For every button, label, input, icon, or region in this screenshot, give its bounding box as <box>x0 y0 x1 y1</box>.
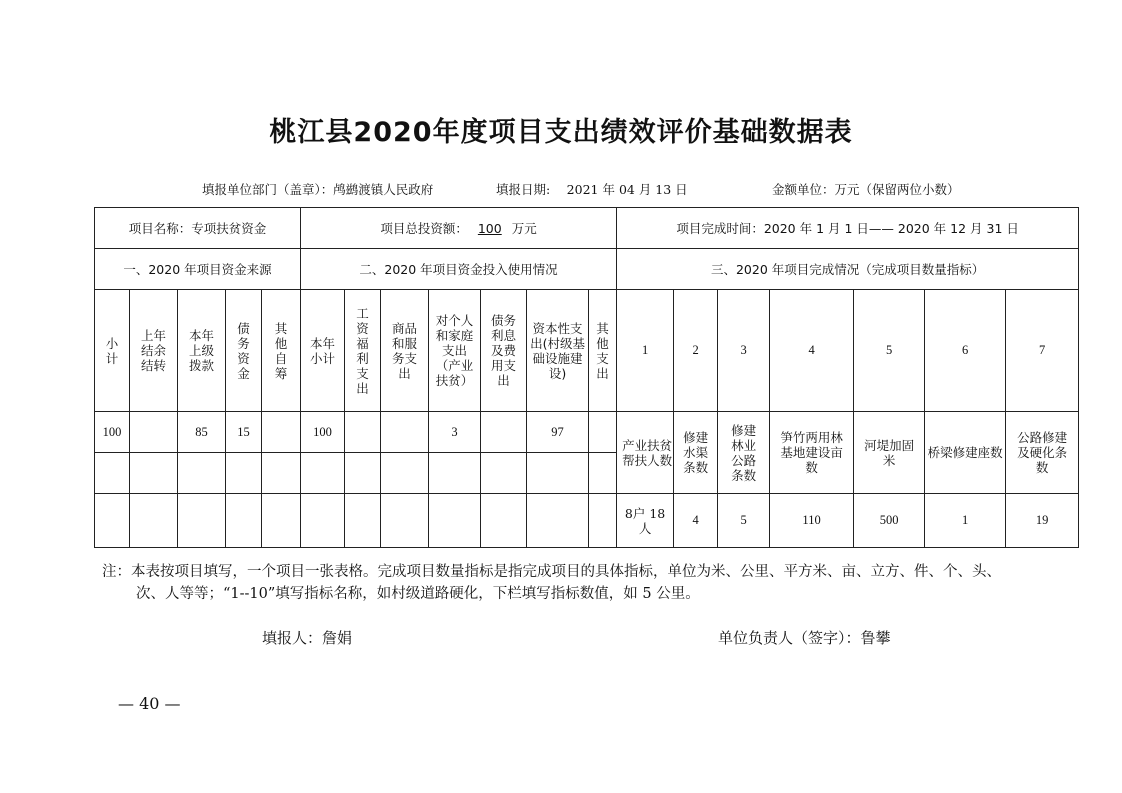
col-year-subtotal-text: 本年小计 <box>310 335 336 366</box>
indicator-value-3: 5 <box>718 494 770 548</box>
empty-cell <box>527 494 589 548</box>
indicator-name-7 <box>1006 412 1079 494</box>
col-capital-expenditure-text: 资本性支出(村级基础设施建设) <box>530 320 585 381</box>
indicator-value-7: 19 <box>1006 494 1079 548</box>
empty-cell <box>345 453 381 494</box>
indicator-name-3 <box>718 412 770 494</box>
reporting-date: 填报日期: 2021 年 04 月 13 日 <box>496 182 688 197</box>
empty-cell <box>262 453 301 494</box>
section-completion: 三、2020 年项目完成情况（完成项目数量指标） <box>617 249 1079 290</box>
empty-cell <box>589 494 617 548</box>
indicator-value-2: 4 <box>674 494 718 548</box>
indicator-value-6: 1 <box>925 494 1006 548</box>
value-debt-fund: 15 <box>226 412 262 453</box>
value-year-subtotal: 100 <box>301 412 345 453</box>
col-personal-household-text: 对个人和家庭支出（产业扶贫） <box>435 313 474 388</box>
col-debt-fund <box>226 290 262 412</box>
col-prior-balance-text: 上年结余结转 <box>140 328 166 373</box>
column-header-row <box>95 290 1079 412</box>
value-subtotal: 100 <box>95 412 130 453</box>
value-wages-welfare <box>345 412 381 453</box>
empty-cell <box>301 453 345 494</box>
indicator-name-7-text: 公路修建及硬化条数 <box>1017 430 1068 475</box>
indicator-header-7: 7 <box>1006 290 1079 412</box>
col-subtotal <box>95 290 130 412</box>
indicator-name-5-text: 河堤加固米 <box>864 437 915 468</box>
note-line-2: 次、人等等；“1--10”填写指标名称，如村级道路硬化，下栏填写指标数值，如 5 公里。 <box>136 586 700 602</box>
value-goods-services <box>381 412 429 453</box>
empty-cell <box>345 494 381 548</box>
header-row <box>95 208 1079 249</box>
col-year-subtotal <box>301 290 345 412</box>
table-note <box>102 561 1082 605</box>
leader-signature: 单位负责人（签字）：鲁攀 <box>718 629 891 647</box>
col-other-self-raised <box>262 290 301 412</box>
empty-cell <box>95 494 130 548</box>
indicator-value-row <box>95 494 1079 548</box>
indicator-value-1 <box>617 494 674 548</box>
col-wages-welfare <box>345 290 381 412</box>
value-prior-balance <box>130 412 178 453</box>
empty-cell <box>178 453 226 494</box>
completion-time-cell: 项目完成时间：2020 年 1 月 1 日—— 2020 年 12 月 31 日 <box>617 208 1079 249</box>
col-debt-fund-text: 债务资金 <box>237 320 250 381</box>
document-title: 桃江县2020年度项目支出绩效评价基础数据表 <box>269 117 853 148</box>
col-other-self-raised-text: 其他自筹 <box>274 320 288 381</box>
indicator-name-2 <box>674 412 718 494</box>
reporting-unit: 填报单位部门（盖章）：鸬鹚渡镇人民政府 <box>202 182 434 197</box>
empty-cell <box>527 453 589 494</box>
empty-cell <box>481 494 527 548</box>
empty-cell <box>429 494 481 548</box>
amount-unit: 金额单位：万元（保留两位小数） <box>772 182 960 197</box>
section-fund-sources: 一、2020 年项目资金来源 <box>95 249 301 290</box>
empty-cell <box>381 494 429 548</box>
col-superior-allocation-text: 本年上级拨款 <box>188 328 214 373</box>
indicator-header-3: 3 <box>718 290 770 412</box>
indicator-name-4 <box>770 412 854 494</box>
indicator-name-2-text: 修建水渠条数 <box>683 430 709 475</box>
total-investment-cell <box>301 208 617 249</box>
project-name-cell: 项目名称：专项扶贫资金 <box>95 208 301 249</box>
filler-signature: 填报人：詹娟 <box>262 629 353 647</box>
col-capital-expenditure <box>527 290 589 412</box>
indicator-name-5 <box>854 412 925 494</box>
col-other-expenditure-text: 其他支出 <box>596 320 609 381</box>
value-personal-household: 3 <box>429 412 481 453</box>
empty-cell <box>301 494 345 548</box>
col-prior-balance <box>130 290 178 412</box>
empty-cell <box>589 453 617 494</box>
indicator-name-3-text: 修建林业公路条数 <box>731 422 757 483</box>
empty-cell <box>95 453 130 494</box>
col-other-expenditure <box>589 290 617 412</box>
indicator-name-4-text: 笋竹两用林基地建设亩数 <box>780 430 843 475</box>
empty-cell <box>178 494 226 548</box>
empty-cell <box>429 453 481 494</box>
value-capital-expenditure: 97 <box>527 412 589 453</box>
empty-cell <box>130 494 178 548</box>
section-row <box>95 249 1079 290</box>
value-debt-interest <box>481 412 527 453</box>
data-table <box>94 207 1079 548</box>
investment-label: 项目总投资额： <box>380 220 468 236</box>
empty-cell <box>262 494 301 548</box>
empty-cell <box>481 453 527 494</box>
value-other-self-raised <box>262 412 301 453</box>
indicator-header-1: 1 <box>617 290 674 412</box>
indicator-name-1-text: 产业扶贫帮扶人数 <box>622 437 673 468</box>
value-other-expenditure <box>589 412 617 453</box>
investment-unit: 万元 <box>511 220 537 236</box>
indicator-header-2: 2 <box>674 290 718 412</box>
section-fund-usage: 二、2020 年项目资金投入使用情况 <box>301 249 617 290</box>
empty-cell <box>130 453 178 494</box>
col-personal-household <box>429 290 481 412</box>
page-number: — 40 — <box>118 694 181 713</box>
col-superior-allocation <box>178 290 226 412</box>
empty-cell <box>226 494 262 548</box>
col-goods-services <box>381 290 429 412</box>
empty-cell <box>381 453 429 494</box>
col-subtotal-text: 小计 <box>105 335 119 366</box>
indicator-header-6: 6 <box>925 290 1006 412</box>
note-line-1: 注：本表按项目填写，一个项目一张表格。完成项目数量指标是指完成项目的具体指标，单位为米、公里、平方米、亩、立方、件、个、头、 <box>102 564 1001 580</box>
indicator-value-5: 500 <box>854 494 925 548</box>
indicator-name-6: 桥梁修建座数 <box>925 412 1006 494</box>
value-superior-allocation: 85 <box>178 412 226 453</box>
indicator-value-1-text: 8户 18人 <box>624 505 666 536</box>
indicator-header-5: 5 <box>854 290 925 412</box>
col-debt-interest-text: 债务利息及费用支出 <box>491 313 517 388</box>
indicator-header-4: 4 <box>770 290 854 412</box>
value-row <box>95 412 1079 453</box>
col-goods-services-text: 商品和服务支出 <box>392 320 418 381</box>
empty-cell <box>226 453 262 494</box>
col-wages-welfare-text: 工资福利支出 <box>356 305 369 396</box>
investment-value: 100 <box>477 220 502 236</box>
indicator-name-1 <box>617 412 674 494</box>
indicator-value-4: 110 <box>770 494 854 548</box>
col-debt-interest <box>481 290 527 412</box>
